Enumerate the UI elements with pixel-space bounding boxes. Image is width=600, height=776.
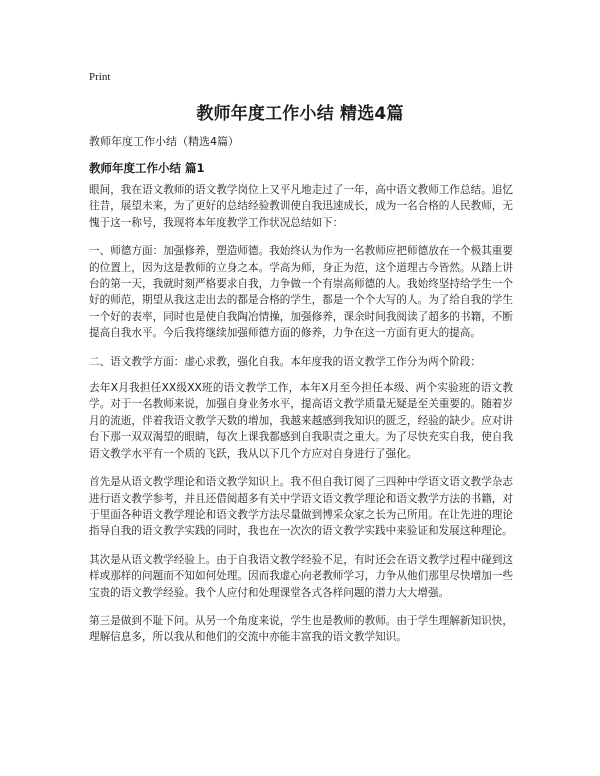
page-title: 教师年度工作小结 精选4篇 [196, 104, 404, 124]
paragraph-teaching-heading: 二、语文教学方面：虚心求教，强化自我。本年度我的语文教学工作分为两个阶段： [89, 355, 481, 368]
paragraph-ask-students: 第三是做到不耻下问。从另一个角度来说，学生也是教师的教师。由于学生理解新知识快，理解信息多，所以我从和他们的交流中亦能丰富我的语文教学知识。 [89, 614, 513, 644]
paragraph-intro: 眼间，我在语文教师的语文教学岗位上又平凡地走过了一年，高中语文教师工作总结。追忆往昔，展望未来，为了更好的总结经验教训使自我迅速成长，成为一名合格的人民教师，无愧于这一称号，我现将本年度教学工作状况总结如下： [89, 184, 513, 229]
paragraph-teaching-stages: 去年X月我担任XX级XX班的语文教学工作，本年X月至今担任本级、两个实验班的语文教学。对于一名教师来说，加强自身业务水平，提高语文教学质量无疑是至关重要的。随着岁月的流逝，伴着我语文教学天数的增加，我越来越感到我知识的匮乏，经验的缺少。应对讲台下那一双双渴望的眼睛，每次上课我都感到自我职责之重大。为了尽快充实自我，使自我语文教学水平有一个质的飞跃，我从以下几个方应对自身进行了强化。 [89, 382, 513, 460]
print-link[interactable]: Print [89, 71, 111, 83]
section-heading: 教师年度工作小结 篇1 [89, 161, 205, 175]
article-body [89, 182, 513, 658]
paragraph-theory: 首先是从语文教学理论和语文教学知识上。我不但自我订阅了三四种中学语文语文教学杂志进行语文教学参考，并且还借阅超多有关中学语文语文教学理论和语文教学方法的书籍，对于里面各种语文教学理论和语文教学方法尽量做到博采众家之长为己所用。在让先进的理论指导自我的语文教学实践的同时，我也在一次次的语文教学实践中来验证和发展这种理论。 [89, 476, 513, 538]
paragraph-ethics: 一、师德方面：加强修养，塑造师德。我始终认为作为一名教师应把师德放在一个极其重要的位置上，因为这是教师的立身之本。学高为师，身正为范，这个道理古今皆然。从踏上讲台的第一天，我就时刻严格要求自我，力争做一个有崇高师德的人。我始终坚持给学生一个好的师范，期望从我这走出去的都是合格的学生，都是一个个大写的人。为了给自我的学生一个好的表率，同时也是使自我陶冶情操，加强修养，课余时间我阅读了超多的书籍，不断提高自我水平。今后我将继续加强师德方面的修养，力争在这一方面有更大的提高。 [89, 245, 513, 340]
document-subtitle: 教师年度工作小结（精选4篇） [89, 135, 239, 148]
paragraph-experience: 其次是从语文教学经验上。由于自我语文教学经验不足，有时还会在语文教学过程中碰到这样或那样的问题而不知如何处理。因而我虚心向老教师学习，力争从他们那里尽快增加一些宝贵的语文教学经验。我个人应付和处理课堂各式各样问题的潜力大大增强。 [89, 553, 513, 599]
